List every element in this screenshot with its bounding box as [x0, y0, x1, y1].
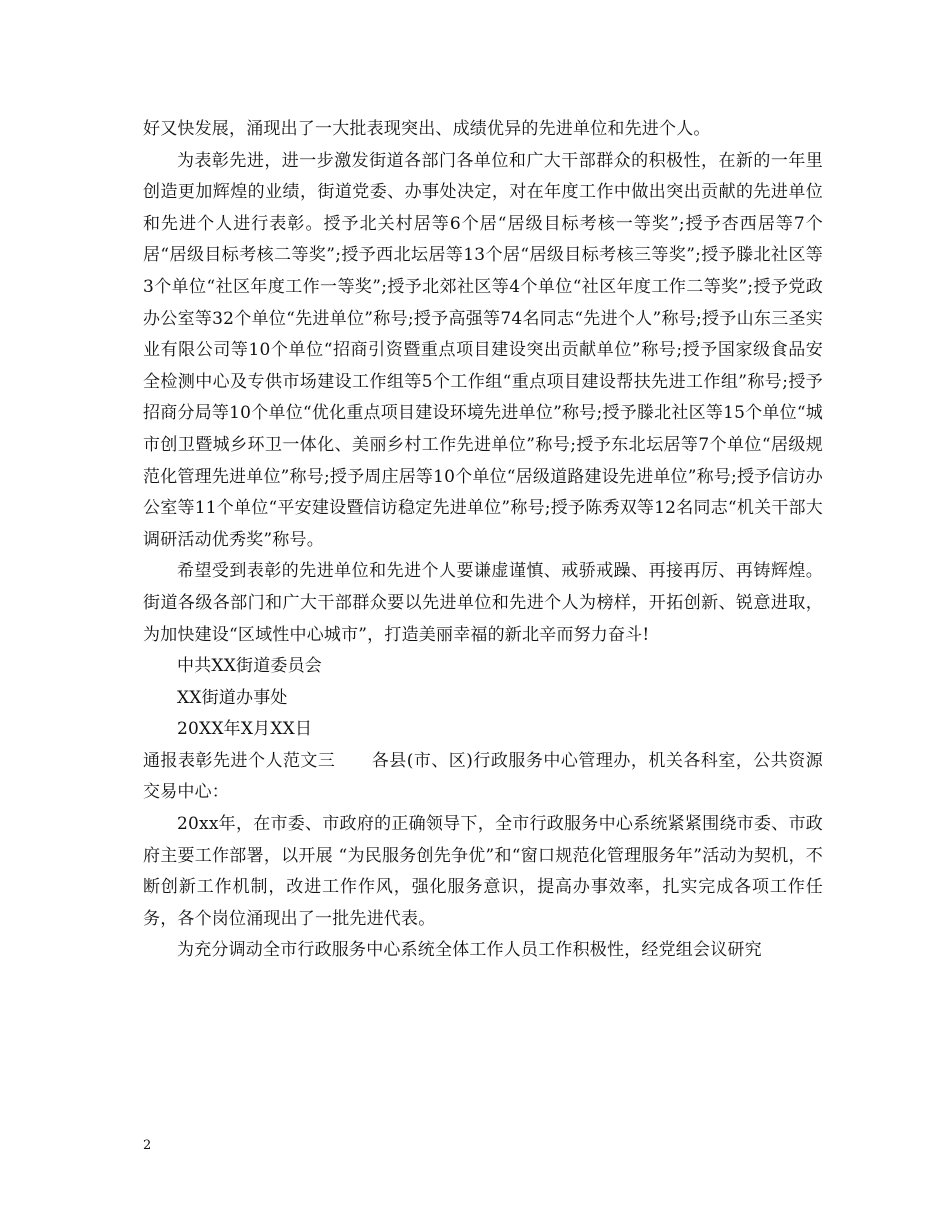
signature-sub-district-office: XX街道办事处	[177, 687, 288, 708]
section3-paragraph-motivation: 为充分调动全市行政服务中心系统全体工作人员工作积极性，经党组会议研究	[177, 940, 762, 961]
signature-date: 20XX年X月XX日	[177, 719, 313, 740]
page-number: 2	[143, 1138, 152, 1153]
section3-heading: 通报表彰先进个人范文三	[143, 750, 336, 771]
section3-addressee: 各县(市、区)行政服务中心管理办，机关各科室，公共资源交易中心：	[143, 750, 823, 803]
paragraph-commendation-list: 为表彰先进，进一步激发街道各部门各单位和广大干部群众的积极性，在新的一年里创造更加辉煌的业绩，街道党委、办事处决定，对在年度工作中做出突出贡献的先进单位和先进个人进行表彰。授予北关村居等6个居“居级目标考核一等奖”;授予杏西居等7个居“居级目标考核二等奖”;授予西北坛居等13个居“居级目标考核三等奖”;授予滕北社区等3个单位“社区年度工作一等奖”;授予北郊社区等4个单位“社区年度工作二等奖”;授予党政办公室等32个单位“先进单位”称号;授予高强等74名同志“先进个人”称号;授予山东三圣实业有限公司等10个单位“招商引资暨重点项目建设突出贡献单位”称号;授予国家级食品安全检测中心及专供市场建设工作组等5个工作组“重点项目建设帮扶先进工作组”称号;授予招商分局等10个单位“优化重点项目建设环境先进单位”称号;授予滕北社区等15个单位“城市创卫暨城乡环卫一体化、美丽乡村工作先进单位”称号;授予东北坛居等7个单位“居级规范化管理先进单位”称号;授予周庄居等10个单位“居级道路建设先进单位”称号;授予信访办公室等11个单位“平安建设暨信访稳定先进单位”称号;授予陈秀双等12名同志“机关干部大调研活动优秀奖”称号。	[143, 150, 823, 550]
section3-paragraph-work-summary: 20xx年，在市委、市政府的正确领导下，全市行政服务中心系统紧紧围绕市委、市政府主要工作部署，以开展 “为民服务创先争优”和“窗口规范化管理服务年”活动为契机，不断创新工作机制，改进工作作风，强化服务意识，提高办事效率，扎实完成各项工作任务，各个岗位涌现出了一批先进代表。	[143, 814, 823, 929]
document-body	[143, 114, 823, 967]
signature-party-committee: 中共XX街道委员会	[177, 656, 323, 677]
section3-heading-line	[143, 746, 823, 809]
paragraph-closing-hope: 希望受到表彰的先进单位和先进个人要谦虚谨慎、戒骄戒躁、再接再厉、再铸辉煌。街道各级各部门和广大干部群众要以先进单位和先进个人为榜样，开拓创新、锐意进取，为加快建设“区域性中心城市”，打造美丽幸福的新北辛而努力奋斗!	[143, 561, 823, 645]
paragraph-continuation: 好又快发展，涌现出了一大批表现突出、成绩优异的先进单位和先进个人。	[143, 119, 711, 139]
